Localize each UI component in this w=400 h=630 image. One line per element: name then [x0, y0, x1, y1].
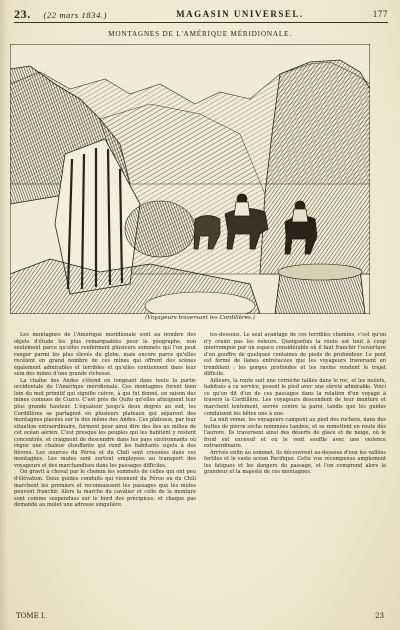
- engraving-illustration: [10, 44, 370, 314]
- left-column: [14, 332, 196, 604]
- paragraph: tes-dessous. Le seul avantage de ces terribles chemins, c'est qu'on n'y craint pas les voleurs. Quelquefois la route est tout à coup interrompue par un espace considérable où il faut franchir l'ouverture d'un gouffre de quelques centaines de pieds de profondeur. Le pont est formé de lianes entrelacées que les voyageurs traversent en tremblant ; les gorges profondes et les ravins rendent le trajet difficile.: [204, 332, 386, 378]
- right-column: [204, 332, 386, 604]
- issue-date: (22 mars 1834.): [43, 9, 108, 20]
- page-footer: [16, 612, 384, 620]
- page-number: 177: [372, 9, 388, 19]
- header-left: [14, 7, 107, 22]
- issue-number: 23.: [14, 6, 31, 21]
- paragraph: Arrivés enfin au sommet, ils découvrent au-dessous d'eux les vallées fertiles et le vaste océan Pacifique. Cette vue récompense amplement les fatigues et les dangers du passage, et l'on comprend alors la grandeur et la majesté de ces montagnes.: [204, 449, 386, 476]
- signature-mark: 23: [375, 612, 384, 620]
- paragraph: On gravit à cheval par le chemin les sommets de celles qui ont peu d'élévation. Deux guides conduits qui viennent du Pérou ou du Chili marchent les premiers et reconnaissent les passages que les mules peuvent franchir. Alors la marche du cavalier et celle de la monture sont comme suspendues sur le bord des précipices, et chaque pas demande au mulet une adresse singulière.: [14, 469, 196, 509]
- volume-label: TOME I.: [16, 612, 46, 620]
- stump-top: [278, 264, 362, 280]
- text-columns: [14, 332, 386, 604]
- page-header: [14, 6, 388, 22]
- paragraph: Ailleurs, la route suit une corniche taillée dans le roc, et les mulets, habitués à ce service, posent le pied avec une sûreté admirable. Voici ce qu'on dit d'un de ces passages dans la relation d'un voyage à travers la Cordillère. Les voyageurs descendent de leur monture et marchent lentement, serrés contre la paroi, tandis que les guides conduisent les bêtes une à une.: [204, 377, 386, 417]
- header-rule: [14, 22, 388, 23]
- journal-title: MAGASIN UNIVERSEL.: [176, 9, 304, 19]
- paragraph: La chaîne des Andes s'étend en longeant dans toute la partie occidentale de l'Amérique méridionale. Ces montagnes furent bien loin du mot primitif qui signifie cuivre, à qui fut donné, en raison des mines connues de Cuzco. C'est près de Quito qu'elles atteignent leur plus grande hauteur. L'équateur jusqu'à deux degrés au sud, les Cordillères se partagent en plusieurs plateaux qui séparent des montagnes placées sur le dos même des Andes. Ces plateaux, par leur situation extraordinaire, forment pour ainsi dire des îles au milieu de cet océan aérien. C'est presque les peuples qui les habitent y restent concentrés, et craignent de descendre dans les pays environnants où règne une chaleur étouffante qui rend les habitants sujets à des fièvres. Les sources du Pérou et du Chili sont creusées dans ces montagnes. Les mules sont surtout employées au transport des voyageurs et des marchandises dans les passages difficiles.: [14, 377, 196, 469]
- paragraph: Les montagnes de l'Amérique méridionale sont au nombre des objets d'étude les plus remarquables pour le géographe, non seulement parce qu'elles renferment plusieurs sommets qui l'on peut ranger parmi les plus élevés du globe, mais encore parce qu'elles recèlent en grand nombre de ces mines qui offrent des scènes également admirables et terribles et qu'elles contiennent dans leur sein des mines d'une grande richesse.: [14, 332, 196, 378]
- engraving-caption: (Voyageurs traversant les Cordillères.): [145, 315, 255, 321]
- paragraph: La nuit venue, les voyageurs campent au pied des rochers, dans des huttes de pierre sèche nommées tambos, et se remettent en route dès l'aurore. Ils traversent ainsi des déserts de glace et de neige, où le froid est excessif et où le vent souffle avec une violence extraordinaire.: [204, 417, 386, 450]
- article-title: MONTAGNES DE L'AMÉRIQUE MÉRIDIONALE.: [108, 30, 292, 38]
- shrub: [125, 201, 195, 257]
